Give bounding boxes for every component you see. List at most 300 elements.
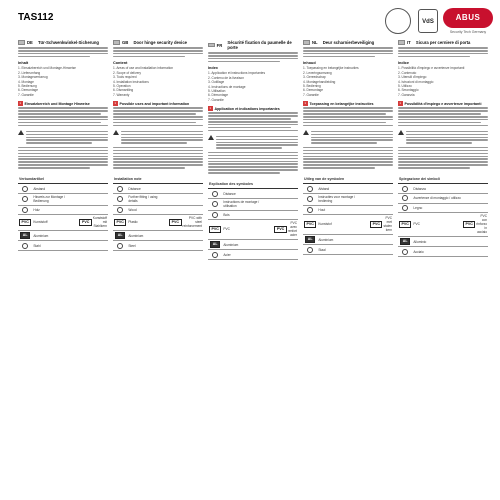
warning-block [303,129,393,145]
text-line [208,166,298,168]
text-line [121,139,203,141]
table-of-contents [398,66,488,97]
text-line [208,112,298,114]
text-line [18,156,108,158]
text-line [303,113,386,115]
toc-item: 6. Smontaggio [398,88,419,93]
text-line [398,167,470,169]
section-bar [113,101,203,106]
flag-icon [398,40,405,45]
text-line [303,53,393,55]
section-number: 1 [209,106,212,111]
text-line [303,164,393,166]
table-row [113,241,203,251]
text-line [398,53,488,55]
row-label: Steel [127,241,168,251]
text-line [18,147,108,149]
row-note: PVC with steel reinforcement [182,216,203,229]
table-header: Explication des symboles [208,180,298,189]
toc-item: 6. Démontage [208,93,229,98]
text-line [113,110,203,112]
aluminium-icon: AL [305,236,315,243]
toc-item: 2. Leveringsomvang [303,70,332,75]
toc-item: 2. Contenuto [398,70,417,75]
heading-text: Sécurité fixation du paumelle de porte [227,40,292,50]
text-line [18,153,108,155]
text-line [398,158,488,160]
section-title: Possibilità d'impiego e avvertenze importanti [404,101,482,106]
language-code: DE [27,40,33,45]
text-line [208,58,298,60]
text-line [18,56,90,58]
toc-item: 5. Utilizzo [398,84,412,89]
heading-text: Door hinge security device [133,40,187,45]
section-number: 1 [114,101,117,106]
row-label: Legno [412,203,462,213]
toc-item: 3. Outillage [208,80,225,85]
text-line [113,150,203,152]
warning-icon [398,130,404,135]
aluminium-icon: AL [210,241,220,248]
text-line [398,56,470,58]
contents-label: Inhoud [303,61,316,66]
text-line [113,116,203,118]
toc-item: 1. Application et instructions importantes [208,71,266,76]
text-line [311,139,393,141]
text-line [303,110,393,112]
toc-item: 3. Utensili d'impiego [398,75,427,80]
text-line [303,147,393,149]
text-line [398,125,488,127]
language-column [303,40,393,255]
toc-item: 3. Gereedschap [303,75,326,80]
row-label: Holz [32,205,78,215]
text-line [26,137,108,139]
toc-item: 7. Garanzia [398,92,415,97]
row-label: Stahl [32,241,78,251]
language-column [208,40,298,260]
table-row [18,205,108,215]
text-line [303,47,393,49]
warning-block [113,129,203,145]
warning-block [18,129,108,145]
text-line [216,142,298,144]
table-row [208,210,298,220]
text-line [303,153,393,155]
symbol-icon [212,201,218,207]
toc-item: 2. Scope of delivery [113,70,141,75]
toc-item: 5. Bediening [303,84,321,89]
text-line [18,107,108,109]
heading-text: Deur scharnierbeveiliging [322,40,375,45]
table-row [398,203,488,213]
text-line [303,107,393,109]
table-of-contents [303,66,393,97]
row-label: Afstand [317,184,369,194]
row-label: Kunststoff [32,215,78,231]
section-number: 1 [19,101,22,106]
text-line [113,47,203,49]
text-line [303,150,393,152]
text-line [208,115,298,117]
row-note: Kunststoff mit Stahlkern [92,216,107,229]
table-row [18,230,108,241]
text-line [113,53,203,55]
text-line [398,122,481,124]
toc-item: 6. Dismantling [113,88,134,93]
text-line [303,50,393,52]
text-line [208,172,280,174]
table-row [208,198,298,210]
text-line [398,110,488,112]
row-note: PVC avec renfort acier [287,221,297,238]
text-line [18,110,108,112]
text-line [18,125,108,127]
section-heading [113,40,203,45]
section-heading [208,40,298,50]
toc-item: 4. Montagehandleiding [303,79,336,84]
text-line [113,56,185,58]
text-line [398,161,488,163]
table-row [18,193,108,205]
text-line [398,164,488,166]
text-line [398,150,488,152]
row-label: Aluminium [317,234,369,245]
text-line [208,158,298,160]
row-label: Aluminium [222,239,273,250]
symbol-table [303,175,393,255]
text-line [398,50,488,52]
text-line [311,137,393,139]
row-note: PVC met stalen kern [383,216,392,233]
text-line [26,142,92,144]
text-line [406,137,488,139]
contents-label: Index [208,66,218,71]
text-line [18,113,101,115]
text-line [398,107,488,109]
text-line [208,55,298,57]
text-line [208,118,291,120]
text-line [18,150,108,152]
text-line [398,116,488,118]
pvc-steel-icon: PVC [79,219,91,226]
language-code: FR [216,42,223,48]
language-code: GB [122,40,129,45]
row-label: Bois [222,210,273,220]
text-line [311,142,377,144]
table-row [208,189,298,199]
language-column [113,40,203,251]
table-header: Spiegazione dei simboli [398,175,488,184]
toc-item: 5. Bedienung [18,84,37,89]
toc-item: 1. Areas of use and installation information [113,66,174,71]
section-bar [208,106,298,111]
text-line [113,50,203,52]
text-line [398,113,481,115]
text-line [18,119,108,121]
table-row [208,250,298,260]
table-row [18,215,108,231]
text-line [208,127,291,129]
brand-logo: ABUS [443,8,493,28]
flag-icon [208,43,215,48]
text-line [303,116,393,118]
row-label: Alluminio [412,236,462,247]
text-line [121,134,203,136]
text-line [18,167,90,169]
section-heading [303,40,393,45]
brand-tagline: Security Tech Germany [449,30,487,34]
symbol-table [208,180,298,260]
toc-item: 4. Istruzioni di montaggio [398,79,434,84]
toc-item: 7. Warranty [113,92,130,97]
language-column [398,40,488,257]
flag-icon [18,40,25,45]
table-row [18,241,108,251]
text-line [26,131,108,133]
text-line [18,161,108,163]
toc-item: 3. Tools required [113,75,137,80]
pvc-steel-icon: PVC [370,221,382,228]
table-row [303,234,393,245]
language-code: IT [407,40,411,45]
section-title: Einsatzbereich und Montage Hinweise [24,101,90,106]
text-line [18,164,108,166]
symbol-icon [22,196,28,202]
symbol-icon [307,196,313,202]
section-heading [398,40,488,45]
symbol-icon [307,207,313,213]
warning-icon [113,130,119,135]
row-label: Staal [317,245,369,255]
language-column [18,40,108,251]
row-label: Instructions de montage / utilisation [222,198,273,210]
text-line [18,158,108,160]
text-line [121,131,203,133]
toc-item: 4. Montage [18,79,34,84]
text-line [18,53,108,55]
symbol-icon [402,195,408,201]
section-number: 1 [399,101,402,106]
text-line [398,119,488,121]
text-line [113,164,203,166]
contents-label: Content [113,61,128,66]
text-line [398,47,488,49]
row-label: Kunststof [317,215,369,235]
table-header: Uitleg van de symbolen [303,175,393,184]
flag-icon [303,40,310,45]
toc-item: 7. Garantie [208,97,224,102]
section-title: Possible uses and important information [119,101,190,106]
aluminium-icon: AL [400,238,410,245]
section-heading [18,40,108,45]
text-line [208,163,298,165]
text-line [208,161,298,163]
table-row [303,184,393,194]
symbol-table [18,175,108,251]
symbol-icon [117,186,123,192]
toc-item: 1. Possibilità d'impiego e avvertenze importanti [398,66,465,71]
text-line [113,125,203,127]
row-label: Aluminium [32,230,78,241]
text-line [208,52,298,54]
text-line [113,147,203,149]
symbol-icon [307,186,313,192]
text-line [121,137,203,139]
toc-item: 6. Demontage [18,88,39,93]
text-line [303,156,393,158]
text-line [216,136,298,138]
table-row [303,245,393,255]
symbol-icon [22,186,28,192]
heading-text: Sicura per cerniere di porta [415,40,471,45]
text-line [113,167,185,169]
table-row [398,213,488,237]
text-line [216,147,282,149]
toc-item: 1. Toepassing en belangrijke instructies [303,66,359,71]
symbol-icon [117,196,123,202]
row-label: Avvertenze di montaggio / utilizzo [412,193,462,203]
row-label: Wood [127,205,168,215]
symbol-icon [307,247,313,253]
table-row [398,247,488,257]
symbol-icon [402,205,408,211]
text-line [18,122,101,124]
table-row [303,215,393,235]
toc-item: 2. Lieferumfang [18,70,41,75]
certification-seal-icon [385,8,411,34]
pvc-steel-icon: PVC [463,221,475,228]
document-title: TAS112 [18,12,54,23]
toc-item: 6. Demontage [303,88,324,93]
text-line [113,153,203,155]
text-line [26,139,108,141]
symbol-icon [402,249,408,255]
row-label: Plastic [127,215,168,231]
toc-item: 4. Instructions de montage [208,84,246,89]
text-line [113,122,196,124]
symbol-icon [212,212,218,218]
text-line [406,139,488,141]
toc-item: 1. Einsatzbereich und Montage-Hinweise [18,66,76,71]
symbol-icon [117,243,123,249]
text-line [303,119,393,121]
row-label: Abstand [32,184,78,194]
pvc-icon: PVC [114,219,126,226]
text-line [406,134,488,136]
text-line [121,142,187,144]
toc-item: 3. Montagewerkzeug [18,75,48,80]
text-line [18,50,108,52]
row-label: PVC [222,220,273,240]
text-line [113,107,203,109]
table-row [113,184,203,194]
warning-block [398,129,488,145]
pvc-icon: PVC [19,219,31,226]
text-line [113,158,203,160]
table-row [303,205,393,215]
toc-item: 5. Operation [113,84,131,89]
contents-label: Inhalt [18,61,29,66]
symbol-icon [22,243,28,249]
text-line [303,167,375,169]
table-row [398,236,488,247]
text-line [303,158,393,160]
section-bar [18,101,108,106]
symbol-icon [402,186,408,192]
toc-item: 7. Garantie [18,92,34,97]
table-row [113,230,203,241]
table-row [113,205,203,215]
text-line [208,61,280,63]
text-line [311,131,393,133]
text-line [303,122,386,124]
pvc-steel-icon: PVC [274,226,286,233]
text-line [113,113,196,115]
text-line [303,56,375,58]
toc-item: 2. Contenu de la livraison [208,75,244,80]
row-note: PVC con rinforzo in acciaio [476,214,488,235]
flag-icon [113,40,120,45]
table-header: Installation note [113,175,203,184]
text-line [303,161,393,163]
table-of-contents [208,71,298,102]
row-label: Hout [317,205,369,215]
text-line [208,169,298,171]
text-line [398,153,488,155]
text-line [18,47,108,49]
text-line [303,125,393,127]
warning-block [208,134,298,150]
row-label: Acier [222,250,273,260]
table-row [18,184,108,194]
symbol-table [113,175,203,251]
vds-certification-icon [418,9,438,33]
text-line [208,121,298,123]
table-row [113,193,203,205]
table-row [398,193,488,203]
table-row [398,184,488,194]
section-bar [303,101,393,106]
text-line [208,152,298,154]
row-label: Aluminium [127,230,168,241]
text-line [113,119,203,121]
warning-icon [208,135,214,140]
warning-icon [18,130,24,135]
text-line [113,161,203,163]
text-line [398,147,488,149]
table-of-contents [18,66,108,97]
table-of-contents [113,66,203,97]
row-label: Distance [222,189,273,199]
table-row [303,193,393,205]
table-header: Verbundartikel [18,175,108,184]
toc-item: 4. Installation instructions [113,79,149,84]
text-line [113,156,203,158]
section-bar [398,101,488,106]
text-line [398,156,488,158]
text-line [216,139,298,141]
text-line [208,124,298,126]
symbol-icon [22,207,28,213]
symbol-icon [212,252,218,258]
warning-icon [303,130,309,135]
aluminium-icon: AL [115,232,125,239]
table-row [113,215,203,231]
contents-label: Indice [398,61,409,66]
symbol-icon [117,207,123,213]
row-label: Acciaio [412,247,462,257]
